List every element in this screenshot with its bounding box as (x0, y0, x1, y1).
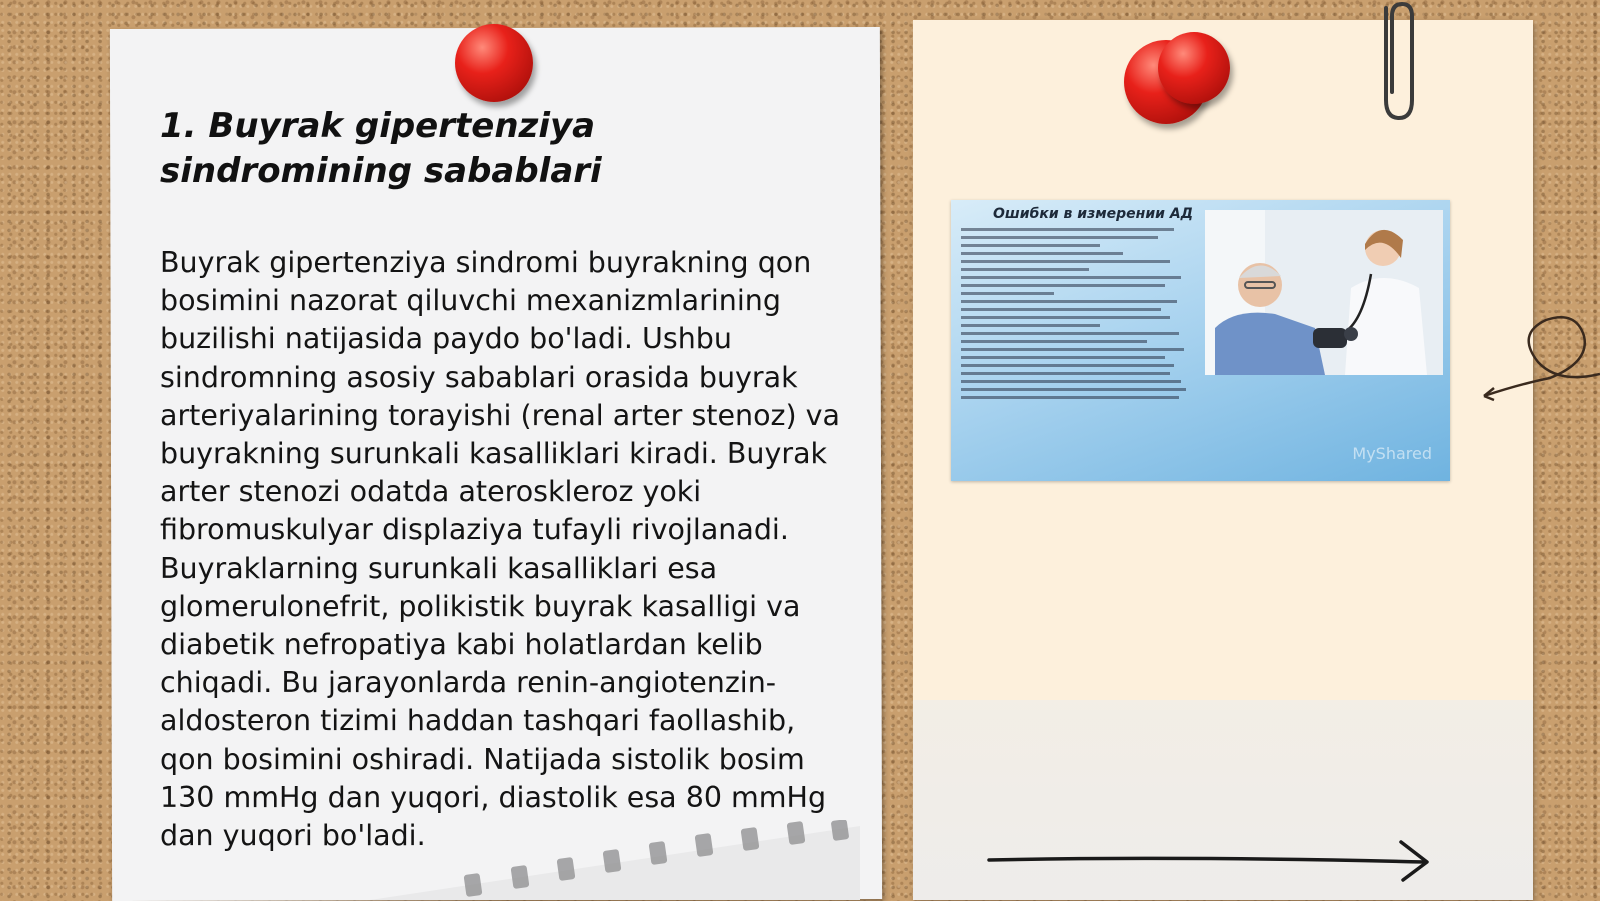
slide-title: 1. Buyrak gipertenziya sindromining sabablari (160, 106, 602, 191)
image-text-lines (961, 228, 1193, 404)
watermark-text: MyShared (1352, 444, 1432, 463)
string-doodle (1480, 300, 1600, 410)
red-pushpin-left (455, 24, 533, 102)
doctor-patient-illustration (1205, 210, 1443, 375)
slide-body-text: Buyrak gipertenziya sindromi buyrakning qon bosimini nazorat qiluvchi mexanizmlarining buzilishi natijasida paydo bo'ladi. Ushbu sindromning asosiy sabablari orasida buyrak arteriyalarining torayishi (renal arter stenoz) va buyrakning surunkali kasalliklari kiradi. Buyrak arter stenozi odatda ateroskleroz yoki fibromuskulyar displaziya tufayli rivojlanadi. Buyraklarning surunkali kasalliklari esa glomerulonefrit, polikistik buyrak kasalligi va diabetik nefropatiya kabi holatlardan kelib chiqadi. Bu jarayonlarda renin-angiotenzin-aldosteron tizimi haddan tashqari faollashib, qon bosimini oshiradi. Natijada sistolik bosim 130 mmHg dan yuqori, diastolik esa 80 mmHg dan yuqori bo'ladi. (160, 246, 840, 853)
doctor-patient-photo (1205, 210, 1443, 375)
arrow-right-icon (985, 836, 1445, 882)
paperclip-icon (1372, 0, 1422, 124)
red-pushpin-right-front (1158, 32, 1230, 104)
image-heading: Ошибки в измерении АД (993, 206, 1194, 222)
blood-pressure-image (951, 200, 1450, 481)
